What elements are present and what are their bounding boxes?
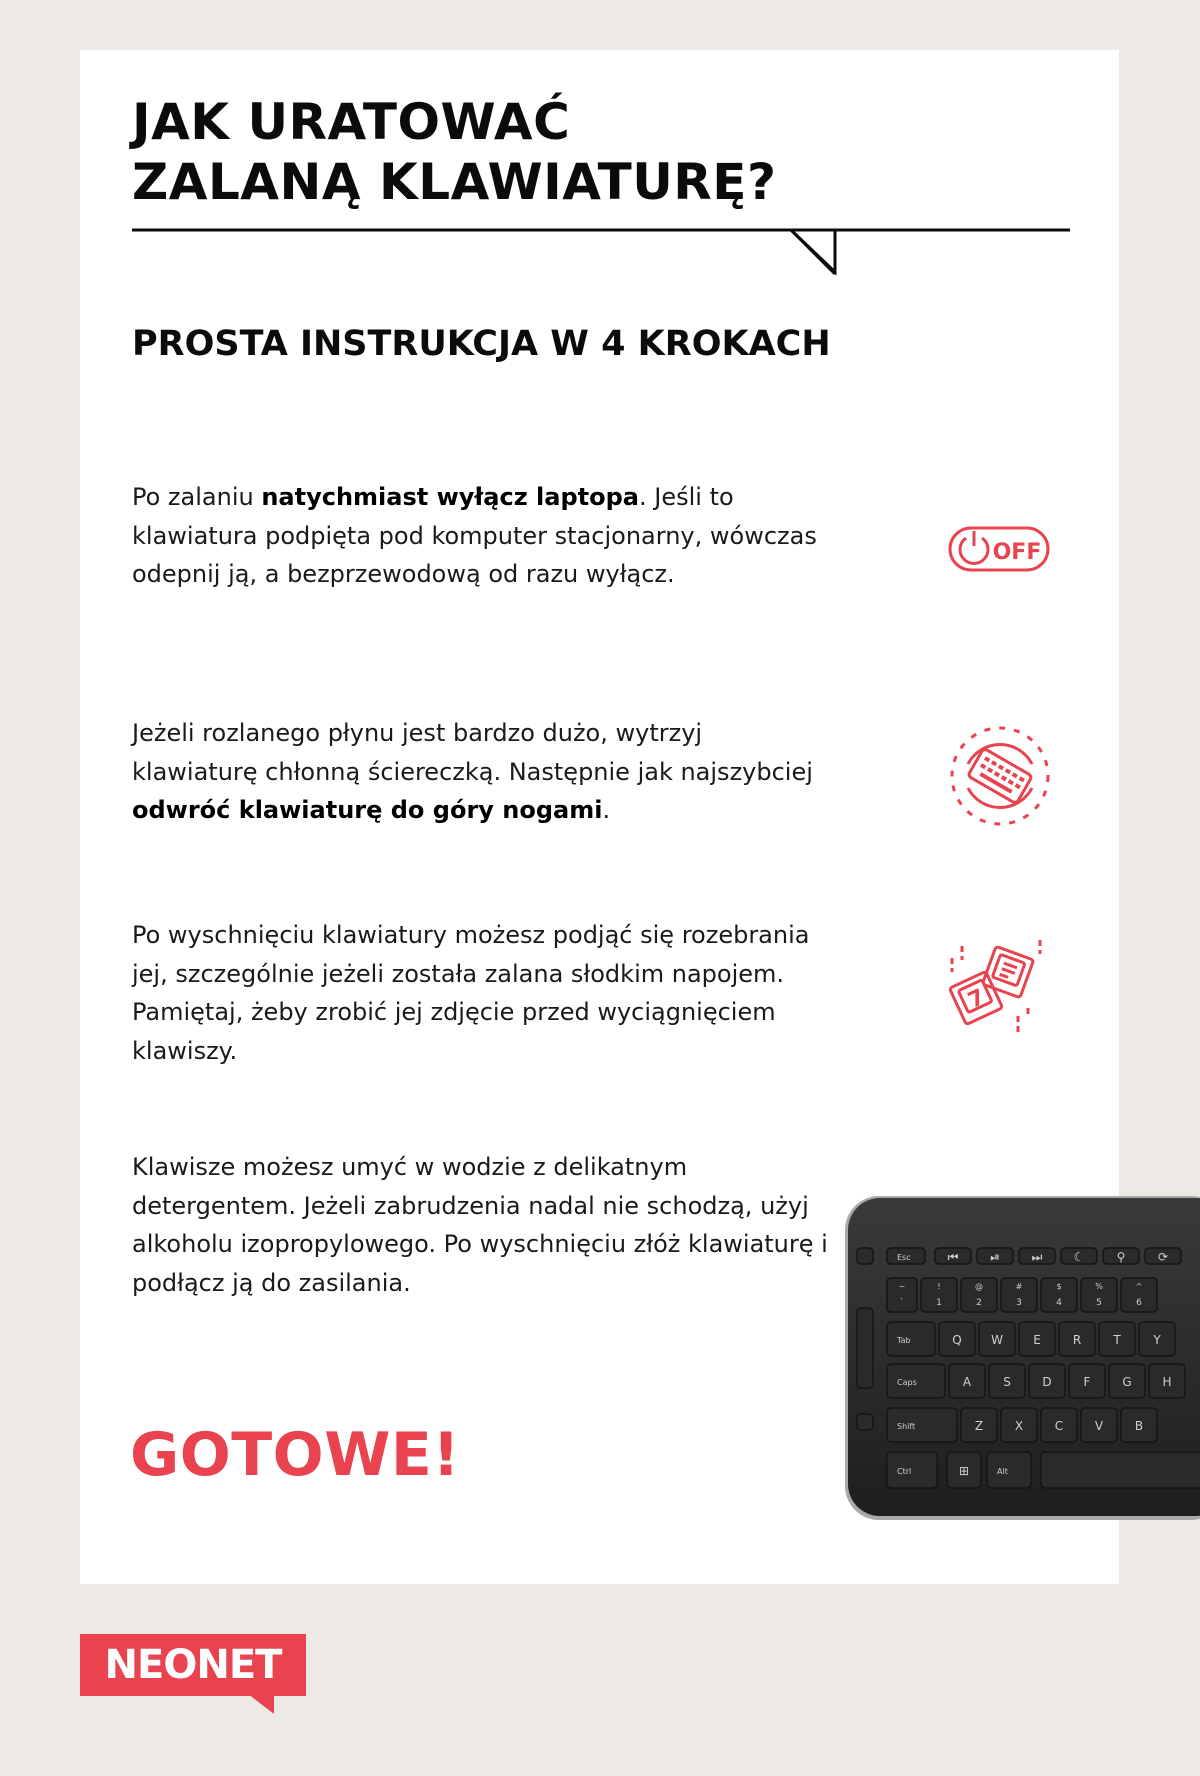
- kb-mute-button: [857, 1414, 873, 1430]
- svg-text:Alt: Alt: [997, 1467, 1008, 1476]
- svg-text:Esc: Esc: [897, 1253, 911, 1262]
- svg-text:$: $: [1056, 1282, 1062, 1291]
- rotate-keyboard-icon: [948, 724, 1052, 828]
- svg-text:S: S: [1003, 1375, 1011, 1389]
- kb-fn-key: [887, 1248, 925, 1264]
- svg-text:V: V: [1094, 1419, 1104, 1433]
- svg-text:⊞: ⊞: [958, 1464, 970, 1478]
- kb-fn-key: [1061, 1248, 1097, 1264]
- svg-text:`: `: [899, 1298, 905, 1308]
- step-2-text: Jeżeli rozlanego płynu jest bardzo dużo, wytrzyj klawiaturę chłonną ściereczką. Następnie jak najszybciej odwróć klawiaturę do góry nogami.: [132, 719, 813, 824]
- svg-text:G: G: [1122, 1375, 1132, 1389]
- kb-tab-key: [887, 1322, 935, 1356]
- kb-letter-key: [1109, 1364, 1145, 1398]
- svg-text:~: ~: [898, 1282, 906, 1291]
- svg-text:F: F: [1083, 1375, 1091, 1389]
- kb-fn-key: [1145, 1248, 1181, 1264]
- svg-text:X: X: [1014, 1419, 1024, 1433]
- svg-text:⏯: ⏯: [990, 1250, 1000, 1264]
- kb-fn-key: [1019, 1248, 1055, 1264]
- svg-text:E: E: [1033, 1333, 1041, 1347]
- kb-ctrl-key: [887, 1452, 937, 1488]
- kb-number-key: [961, 1278, 997, 1312]
- svg-text:B: B: [1134, 1419, 1144, 1433]
- speech-bubble-divider: [80, 50, 1119, 290]
- kb-letter-key: [979, 1322, 1015, 1356]
- svg-text:%: %: [1095, 1282, 1103, 1291]
- done-label: GOTOWE!: [130, 1420, 461, 1490]
- svg-text:Y: Y: [1153, 1333, 1161, 1347]
- svg-text:!: !: [937, 1282, 941, 1291]
- svg-text:W: W: [991, 1333, 1003, 1347]
- kb-side-button: [857, 1248, 873, 1264]
- keycap-seven-label: 7: [964, 984, 989, 1014]
- kb-caps-key: [887, 1364, 945, 1398]
- title-line-2: ZALANĄ KLAWIATURĘ?: [132, 153, 777, 211]
- kb-alt-key: [987, 1452, 1031, 1488]
- svg-text:Caps: Caps: [897, 1378, 917, 1387]
- kb-letter-key: [1081, 1408, 1117, 1442]
- svg-text:C: C: [1054, 1419, 1064, 1433]
- step-1-emphasis: natychmiast wyłącz laptopa: [261, 483, 639, 511]
- svg-text:Z: Z: [974, 1419, 984, 1433]
- kb-space-key: [1041, 1452, 1200, 1488]
- off-label: OFF: [992, 540, 1042, 565]
- svg-text:^: ^: [1135, 1282, 1143, 1291]
- svg-text:6: 6: [1136, 1298, 1142, 1308]
- svg-text:1: 1: [936, 1298, 942, 1308]
- svg-text:3: 3: [1016, 1298, 1022, 1308]
- svg-text:T: T: [1113, 1333, 1121, 1347]
- keyboard-photo: [845, 1196, 1200, 1526]
- kb-letter-key: [1041, 1408, 1077, 1442]
- kb-windows-key: [947, 1452, 981, 1488]
- svg-text:Q: Q: [952, 1333, 962, 1347]
- svg-text:4: 4: [1056, 1298, 1062, 1308]
- kb-number-key: [1001, 1278, 1037, 1312]
- step-4-text: Klawisze możesz umyć w wodzie z delikatnym detergentem. Jeżeli zabrudzenia nadal nie schodzą, użyj alkoholu izopropylowego. Po wyschnięciu złóż klawiaturę i podłącz ją do zasilania.: [132, 1153, 828, 1297]
- kb-shift-key: [887, 1408, 957, 1442]
- kb-number-key: [887, 1278, 917, 1312]
- kb-letter-key: [1069, 1364, 1105, 1398]
- svg-text:2: 2: [976, 1298, 982, 1308]
- kb-letter-key: [1099, 1322, 1135, 1356]
- svg-text:H: H: [1162, 1375, 1172, 1389]
- kb-letter-key: [1019, 1322, 1055, 1356]
- kb-letter-key: [1029, 1364, 1065, 1398]
- logo-text: NEONET: [104, 1642, 282, 1688]
- kb-fn-key: [1103, 1248, 1139, 1264]
- svg-text:@: @: [975, 1282, 983, 1291]
- kb-letter-key: [949, 1364, 985, 1398]
- page-subtitle: PROSTA INSTRUKCJA W 4 KROKACH: [132, 324, 831, 364]
- svg-text:⟳: ⟳: [1157, 1250, 1169, 1264]
- step-2-emphasis: odwróć klawiaturę do góry nogami: [132, 796, 603, 824]
- kb-letter-key: [1121, 1408, 1157, 1442]
- svg-text:⏮: ⏮: [947, 1250, 959, 1264]
- keycaps-icon: [948, 938, 1048, 1038]
- kb-letter-key: [989, 1364, 1025, 1398]
- kb-number-key: [1121, 1278, 1157, 1312]
- kb-letter-key: [939, 1322, 975, 1356]
- svg-text:#: #: [1015, 1282, 1023, 1291]
- svg-text:5: 5: [1096, 1298, 1102, 1308]
- svg-text:Ctrl: Ctrl: [897, 1467, 912, 1476]
- kb-volume-rocker: [857, 1308, 873, 1388]
- svg-text:A: A: [962, 1375, 972, 1389]
- svg-text:R: R: [1072, 1333, 1082, 1347]
- kb-letter-key: [1001, 1408, 1037, 1442]
- step-1-text: Po zalaniu natychmiast wyłącz laptopa. Jeśli to klawiatura podpięta pod komputer stacjonarny, wówczas odepnij ją, a bezprzewodową od razu wyłącz.: [132, 483, 817, 588]
- kb-number-key: [1081, 1278, 1117, 1312]
- title-line-1: JAK URATOWAĆ: [132, 93, 571, 151]
- kb-letter-key: [1149, 1364, 1185, 1398]
- kb-letter-key: [1139, 1322, 1175, 1356]
- kb-number-key: [921, 1278, 957, 1312]
- svg-text:☾: ☾: [1073, 1250, 1085, 1264]
- kb-fn-key: [977, 1248, 1013, 1264]
- kb-letter-key: [961, 1408, 997, 1442]
- svg-text:D: D: [1042, 1375, 1052, 1389]
- kb-fn-key: [935, 1248, 971, 1264]
- svg-text:Tab: Tab: [897, 1336, 911, 1345]
- power-off-icon: [948, 524, 1052, 576]
- kb-letter-key: [1059, 1322, 1095, 1356]
- svg-text:⚲: ⚲: [1116, 1250, 1126, 1264]
- svg-text:Shift: Shift: [897, 1422, 916, 1431]
- step-3-text: Po wyschnięciu klawiatury możesz podjąć się rozebrania jej, szczególnie jeżeli została zalana słodkim napojem. Pamiętaj, żeby zrobić jej zdjęcie przed wyciągnięciem klawiszy.: [132, 921, 810, 1065]
- svg-text:⏭: ⏭: [1031, 1250, 1043, 1264]
- kb-number-key: [1041, 1278, 1077, 1312]
